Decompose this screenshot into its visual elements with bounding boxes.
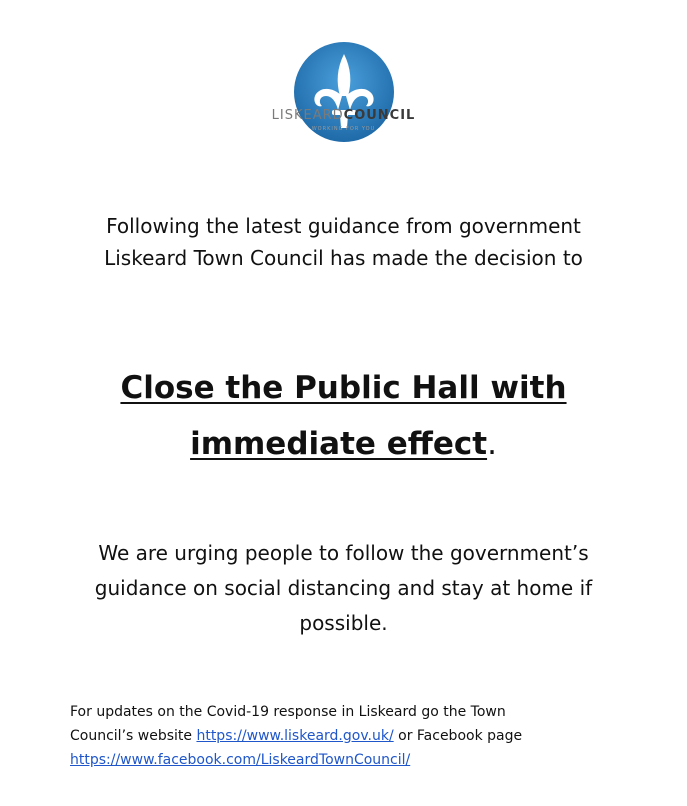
headline-line: immediate effect [190,426,488,462]
logo-tagline: WORKING FOR YOU [311,126,376,132]
headline-line: Close the Public Hall with [120,370,567,406]
footer-paragraph [70,700,630,772]
footer-text: Council’s website [70,728,192,744]
footer-text: or Facebook page [398,728,523,744]
logo-name-part2: COUNCIL [343,108,416,123]
urging-line: guidance on social distancing and stay at home if [94,576,593,600]
logo-name-part1: LISKEARD [271,108,344,123]
intro-paragraph [0,210,687,274]
urging-line: possible. [299,611,388,635]
logo-wordmark [0,108,687,123]
facebook-link[interactable]: https://www.facebook.com/LiskeardTownCouncil/ [70,752,411,768]
intro-line: Following the latest guidance from government [106,214,581,238]
intro-line: Liskeard Town Council has made the decision to [104,246,583,270]
website-link[interactable]: https://www.liskeard.gov.uk/ [196,728,394,744]
headline [0,360,687,472]
urging-line: We are urging people to follow the government’s [98,541,589,565]
footer-text: For updates on the Covid-19 response in Liskeard go the Town [70,704,506,720]
headline-period: . [487,426,497,462]
urging-paragraph [40,536,647,641]
